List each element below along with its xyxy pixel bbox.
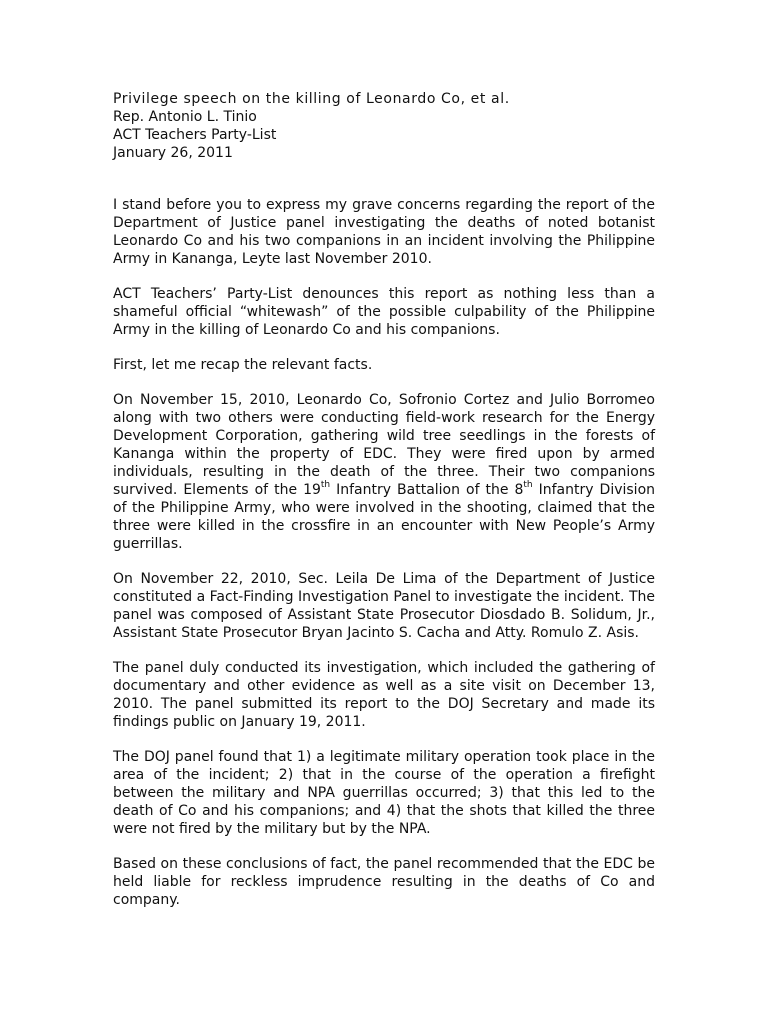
paragraph-6: The panel duly conducted its investigation, which included the gathering of documentary and other evidence as well as a site visit on December 13, 2010. The panel submitted its report to the DOJ Secretary and made its findings public on January 19, 2011.: [113, 660, 655, 730]
paragraph-4-part-a: On November 15, 2010, Leonardo Co, Sofronio Cortez and Julio Borromeo along with two others were conducting field-work research for the Energy Development Corporation, gathering wild tree seedlings in the forests of Kananga within the property of EDC. They were fired upon by armed individuals, resulting in the death of the three. Their two companions survived. Elements of the 19: [113, 392, 655, 498]
superscript-th-2: th: [523, 480, 533, 491]
document-header: [113, 90, 655, 162]
speaker-name: Rep. Antonio L. Tinio: [113, 109, 257, 125]
paragraph-3: First, let me recap the relevant facts.: [113, 357, 373, 373]
paragraph-5: On November 22, 2010, Sec. Leila De Lima of the Department of Justice constituted a Fact-Finding Investigation Panel to investigate the incident. The panel was composed of Assistant State Prosecutor Diosdado B. Solidum, Jr., Assistant State Prosecutor Bryan Jacinto S. Cacha and Atty. Romulo Z. Asis.: [113, 571, 655, 641]
paragraph-4-part-b: Infantry Battalion of the 8: [330, 482, 524, 498]
paragraph-1: I stand before you to express my grave concerns regarding the report of the Department of Justice panel investigating the deaths of noted botanist Leonardo Co and his two companions in an incident involving the Philippine Army in Kananga, Leyte last November 2010.: [113, 197, 655, 267]
party-name: ACT Teachers Party-List: [113, 127, 277, 143]
paragraph-2: ACT Teachers’ Party-List denounces this report as nothing less than a shameful official “whitewash” of the possible culpability of the Philippine Army in the killing of Leonardo Co and his companions.: [113, 286, 655, 338]
paragraph-7: The DOJ panel found that 1) a legitimate military operation took place in the area of the incident; 2) that in the course of the operation a firefight between the military and NPA guerrillas occurred; 3) that this led to the death of Co and his companions; and 4) that the shots that killed the three were not fired by the military but by the NPA.: [113, 749, 655, 837]
paragraph-4: [113, 391, 655, 553]
paragraph-8: Based on these conclusions of fact, the panel recommended that the EDC be held liable for reckless imprudence resulting in the deaths of Co and company.: [113, 856, 655, 908]
paragraph-4-part-c: Infantry Division of the Philippine Army, who were involved in the shooting, claimed that the three were killed in the crossfire in an encounter with New People’s Army guerrillas.: [113, 482, 656, 552]
superscript-th-1: th: [320, 480, 331, 491]
speech-date: January 26, 2011: [113, 145, 233, 161]
speech-body: [113, 196, 655, 909]
speech-title: Privilege speech on the killing of Leonardo Co, et al.: [113, 91, 510, 107]
